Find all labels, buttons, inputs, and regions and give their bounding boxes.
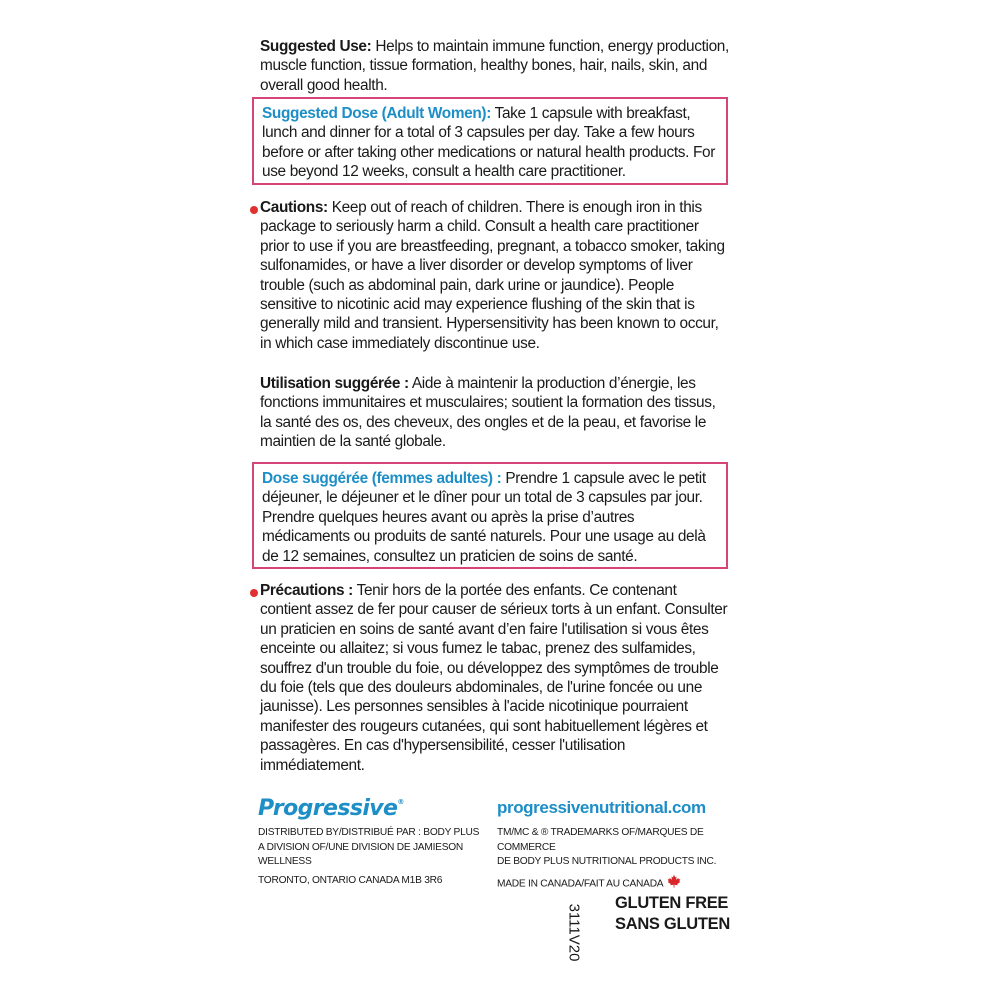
gluten-free-label: GLUTEN FREE	[615, 894, 729, 912]
distributed-line-3: TORONTO, ONTARIO CANADA M1B 3R6	[258, 874, 443, 886]
dose-fr-box	[252, 462, 728, 569]
precautions-heading: Précautions :	[260, 582, 353, 599]
trademark-line-1: TM/MC & ® TRADEMARKS OF/MARQUES DE COMMERCE	[497, 827, 704, 853]
gluten-free-block	[615, 893, 730, 935]
suggested-use-heading: Suggested Use:	[260, 38, 372, 55]
trademark-line-2: DE BODY PLUS NUTRITIONAL PRODUCTS INC.	[497, 856, 717, 867]
precautions-paragraph	[260, 581, 730, 775]
made-in-canada-text: MADE IN CANADA/FAIT AU CANADA	[497, 877, 664, 889]
suggested-dose-paragraph	[262, 104, 718, 182]
distributed-line-1: DISTRIBUTED BY/DISTRIBUÉ PAR : BODY PLUS	[258, 827, 480, 838]
suggested-use-paragraph	[260, 37, 730, 95]
bullet-dot-icon	[250, 589, 258, 597]
dose-fr-paragraph	[262, 469, 718, 566]
precautions-text: Tenir hors de la portée des enfants. Ce contenant contient assez de fer pour causer de sérieux torts à un enfant. Consulter un praticien en soins de santé avant d’en faire l'utilisation si vous êtes enceinte ou allaitez; si vous fumez le tabac, prenez des sulfamides, souffrez d'un trouble du foie, ou développez des symptômes de trouble du foie (tels que des douleurs abdominales, de l'urine foncée ou une jaunisse). Les personnes sensibles à l'acide nicotinique pourraient manifester des rougeurs cutanées, qui sont habituellement légères et passagères. En cas d'hypersensibilité, cesser l'utilisation immédiatement.	[260, 582, 728, 774]
dose-fr-heading: Dose suggérée (femmes adultes) :	[262, 470, 502, 487]
logo-text: Progressive	[258, 796, 398, 821]
suggested-dose-heading: Suggested Dose (Adult Women):	[262, 105, 491, 122]
utilisation-text: Aide à maintenir la production d’énergie, les fonctions immunitaires et musculaires; soutient la formation des tissus, la santé des os, des cheveux, des ongles et de la peau, et favorise le maintien de la santé globale.	[260, 375, 716, 451]
utilisation-heading: Utilisation suggérée :	[260, 375, 409, 392]
suggested-dose-box	[252, 97, 728, 185]
logo-registered-mark: ®	[397, 798, 404, 806]
made-in-canada-line	[497, 874, 737, 894]
lot-code: 3111V20	[565, 903, 583, 962]
dose-fr-text: Prendre 1 capsule avec le petit déjeuner, le déjeuner et le dîner pour un total de 3 capsules par jour. Prendre quelques heures avant ou après la prise d’autres médicaments ou produits de santé naturels. Pour une usage au delà de 12 semaines, consultez un praticien de soins de santé.	[262, 470, 706, 565]
trademark-block	[497, 826, 737, 893]
sans-gluten-label: SANS GLUTEN	[615, 915, 730, 933]
cautions-text: Keep out of reach of children. There is enough iron in this package to seriously harm a child. Consult a health care practitioner prior to use if you are breastfeeding, pregnant, a tobacco smoker, taking sulfonamides, or have a liver disorder or develop symptoms of liver trouble (such as abdominal pain, dark urine or jaundice). People sensitive to nicotinic acid may experience flushing of the skin that is generally mild and transient. Hypersensitivity has been known to occur, in which case immediately discontinue use.	[260, 199, 725, 352]
utilisation-paragraph	[260, 374, 730, 452]
cautions-heading: Cautions:	[260, 199, 328, 216]
distributor-block	[258, 826, 498, 888]
progressive-logo	[258, 796, 404, 821]
cautions-paragraph	[260, 198, 730, 353]
suggested-use-text: Helps to maintain immune function, energy production, muscle function, tissue formation, healthy bones, hair, nails, skin, and overall good health.	[260, 38, 729, 94]
suggested-dose-text: Take 1 capsule with breakfast, lunch and dinner for a total of 3 capsules per day. Take a few hours before or after taking other medications or natural health products. For use beyond 12 weeks, consult a health care practitioner.	[262, 105, 716, 181]
distributed-line-2: A DIVISION OF/UNE DIVISION DE JAMIESON WELLNESS	[258, 841, 464, 867]
bullet-dot-icon	[250, 206, 258, 214]
maple-leaf-icon	[667, 874, 681, 894]
website-link[interactable]: progressivenutritional.com	[497, 798, 706, 817]
